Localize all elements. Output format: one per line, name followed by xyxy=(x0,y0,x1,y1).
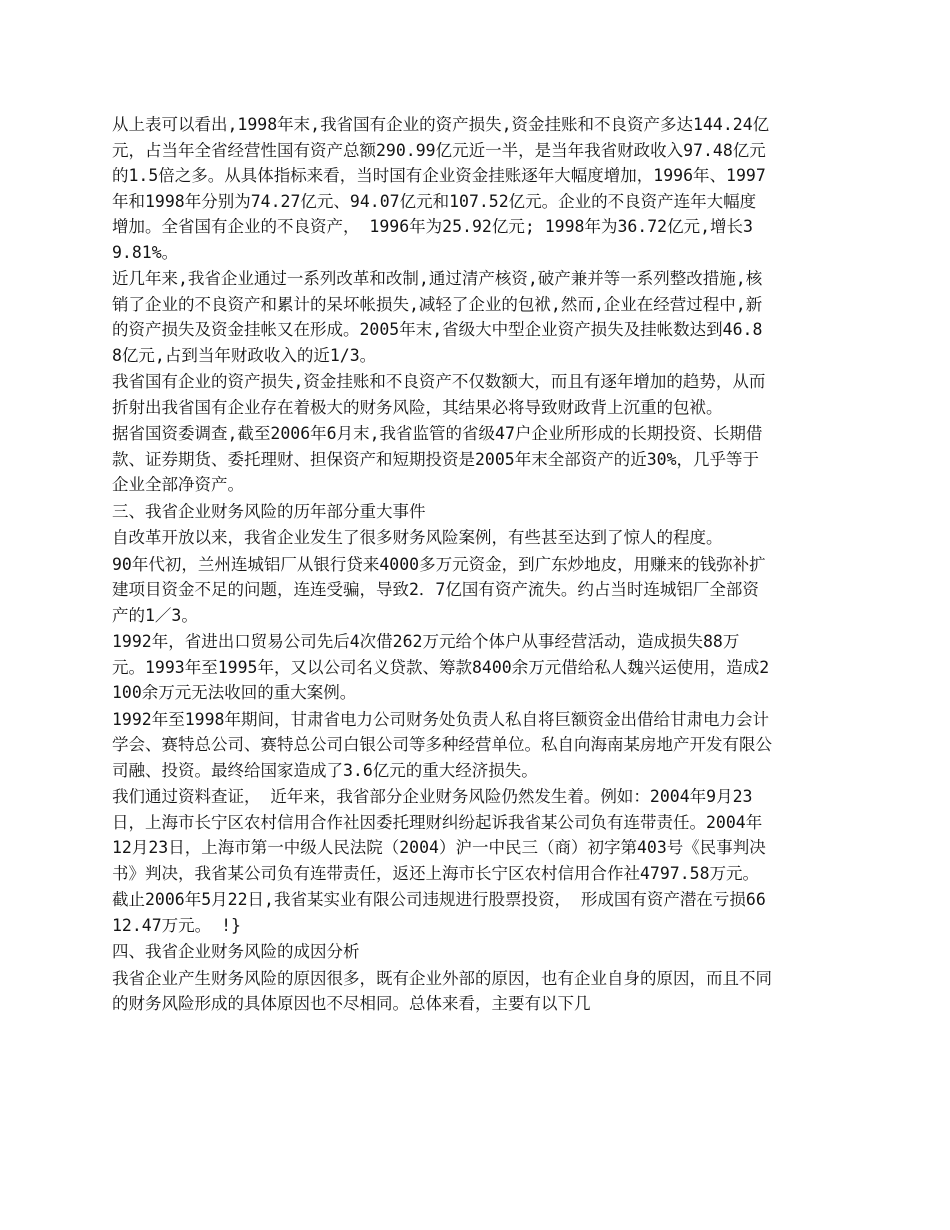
section-heading-cause-analysis: 四、我省企业财务风险的成因分析 xyxy=(112,942,360,961)
paragraph-recent-reforms: 近几年来,我省企业通过一系列改革和改制,通过清产核资,破产兼并等一系列整改措施,核销了企业的不良资产和累计的呆坏帐损失,减轻了企业的包袱,然而,企业在经营过程中,新的资产损失及资金挂帐又在形成。2005年末,省级大中型企业资产损失及挂帐数达到46.88亿元,占到当年财政收入的近1/3。 xyxy=(112,269,763,365)
paragraph-stock-investment-loss: 截止2006年5月22日,我省某实业有限公司违规进行股票投资， 形成国有资产潜在亏损6612.47万元。 !} xyxy=(112,890,766,935)
paragraph-causes-intro: 我省企业产生财务风险的原因很多，既有企业外部的原因，也有企业自身的原因，而且不同的财务风险形成的具体原因也不尽相同。总体来看，主要有以下几 xyxy=(112,968,772,1013)
paragraph-sasac-survey: 据省国资委调查,截至2006年6月末,我省监管的省级47户企业所形成的长期投资、长期借款、证券期货、委托理财、担保资产和短期投资是2005年末全部资产的近30%，几乎等于企业全部净资产。 xyxy=(112,424,763,494)
paragraph-gansu-electric: 1992年至1998年期间，甘肃省电力公司财务处负责人私自将巨额资金出借给甘肃电力会计学会、赛特总公司、赛特总公司白银公司等多种经营单位。私自向海南某房地产开发有限公司融、投资。最终给国家造成了3.6亿元的重大经济损失。 xyxy=(112,709,772,780)
paragraph-asset-losses-1998: 从上表可以看出,1998年末,我省国有企业的资产损失,资金挂账和不良资产多达144.24亿元，占当年全省经营性国有资产总额290.99亿元近一半，是当年我省财政收入97.48亿元的1.5倍之多。从具体指标来看，当时国有企业资金挂账逐年大幅度增加，1996年、1997年和1998年分别为74.27亿元、94.07亿元和107.52亿元。企业的不良资产连年大幅度增加。全省国有企业的不良资产， 1996年为25.92亿元; 1998年为36.72亿元,增长39.81%。 xyxy=(112,115,770,262)
paragraph-risk-trend: 我省国有企业的资产损失,资金挂账和不良资产不仅数额大，而且有逐年增加的趋势，从而折射出我省国有企业存在着极大的财务风险，其结果必将导致财政背上沉重的包袱。 xyxy=(112,372,766,417)
paragraph-cases-intro: 自改革开放以来，我省企业发生了很多财务风险案例，有些甚至达到了惊人的程度。 xyxy=(112,528,723,547)
document-body xyxy=(112,112,772,1018)
paragraph-shanghai-lawsuit: 我们通过资料查证， 近年来，我省部分企业财务风险仍然发生着。例如：2004年9月23日，上海市长宁区农村信用合作社因委托理财纠纷起诉我省某公司负有连带责任。2004年12月23日，上海市第一中级人民法院（2004）沪一中民三（商）初字第403号《民事判决书》判决，我省某公司负有连带责任，返还上海市长宁区农村信用合作社4797.58万元。 xyxy=(112,787,766,883)
section-heading-major-events: 三、我省企业财务风险的历年部分重大事件 xyxy=(112,501,426,521)
paragraph-liancheng-aluminum: 90年代初，兰州连城铝厂从银行贷来4000多万元资金，到广东炒地皮，用赚来的钱弥补扩建项目资金不足的问题，连连受骗，导致2．7亿国有资产流失。约占当时连城铝厂全部资产的1／3。 xyxy=(112,554,766,625)
paragraph-import-export-company: 1992年，省进出口贸易公司先后4次借262万元给个体户从事经营活动，造成损失88万元。1993年至1995年，又以公司名义贷款、筹款8400余万元借给私人魏兴运使用，造成2100余万元无法收回的重大案例。 xyxy=(112,632,770,702)
